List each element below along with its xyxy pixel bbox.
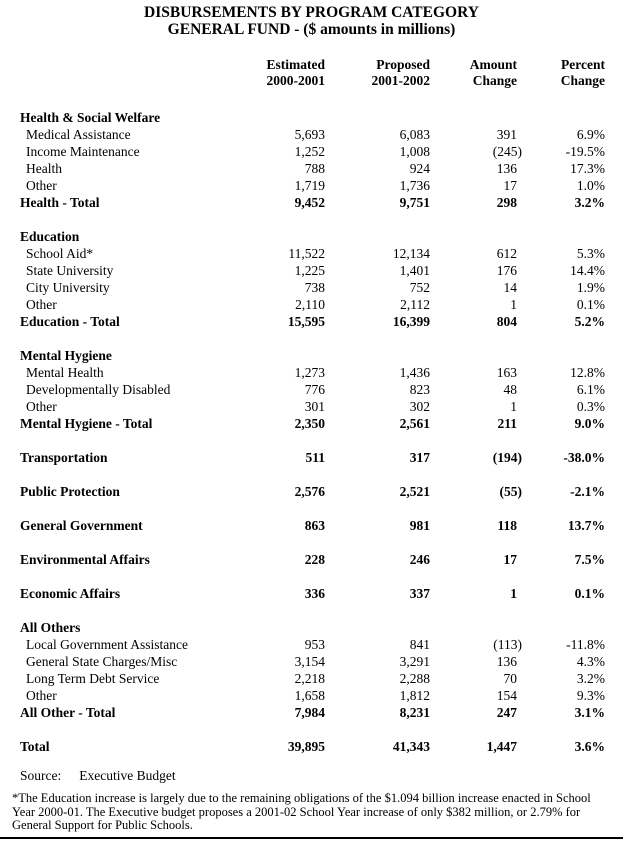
cell-percent-change: 0.1%	[576, 297, 605, 312]
column-header-line: Percent	[561, 57, 605, 72]
column-header-line: 2001-2002	[371, 73, 430, 88]
cell-amount-change: 1	[510, 399, 517, 414]
total-row	[0, 483, 623, 500]
cell-percent-change: -11.8%	[566, 637, 605, 652]
total-row	[0, 449, 623, 466]
spacer-row	[0, 330, 623, 347]
item-row	[0, 262, 623, 279]
cell-estimated: 228	[304, 552, 325, 567]
column-header-percent-change	[517, 57, 605, 89]
cell-percent-change: 3.6%	[574, 739, 605, 754]
column-header-amount-change	[430, 57, 517, 89]
section-row	[0, 347, 623, 364]
cell-proposed: 2,521	[399, 484, 430, 499]
cell-percent-change: -38.0%	[563, 450, 605, 465]
cell-amount-change: 211	[497, 416, 517, 431]
row-label: Public Protection	[20, 484, 120, 499]
table-body	[0, 109, 623, 755]
spacer-row	[0, 721, 623, 738]
cell-percent-change: -2.1%	[570, 484, 605, 499]
row-label: Mental Hygiene	[20, 348, 112, 363]
column-header-line: 2000-2001	[266, 73, 325, 88]
cell-percent-change: 7.5%	[574, 552, 605, 567]
item-row	[0, 126, 623, 143]
cell-amount-change: 17	[503, 552, 517, 567]
cell-percent-change: 14.4%	[570, 263, 605, 278]
source-label: Source:	[20, 768, 62, 783]
row-label: Economic Affairs	[20, 586, 121, 601]
row-label: Other	[26, 399, 57, 414]
item-row	[0, 398, 623, 415]
total-row	[0, 517, 623, 534]
cell-proposed: 1,436	[399, 365, 430, 380]
cell-estimated: 11,522	[288, 246, 325, 261]
cell-estimated: 2,218	[294, 671, 325, 686]
total-row	[0, 313, 623, 330]
cell-amount-change: 70	[503, 671, 517, 686]
row-label: State University	[26, 263, 114, 278]
section-row	[0, 109, 623, 126]
cell-estimated: 1,225	[294, 263, 325, 278]
source-line	[0, 767, 623, 784]
cell-percent-change: 12.8%	[570, 365, 605, 380]
row-label: Developmentally Disabled	[26, 382, 171, 397]
cell-amount-change: 176	[496, 263, 517, 278]
cell-amount-change: (55)	[499, 484, 522, 499]
cell-proposed: 752	[409, 280, 430, 295]
item-row	[0, 279, 623, 296]
cell-percent-change: 0.3%	[576, 399, 605, 414]
cell-estimated: 776	[304, 382, 325, 397]
cell-percent-change: 13.7%	[567, 518, 605, 533]
spacer-row	[0, 534, 623, 551]
cell-proposed: 41,343	[392, 739, 430, 754]
cell-amount-change: 48	[503, 382, 517, 397]
bottom-rule	[0, 837, 623, 839]
column-header-line: Amount	[469, 57, 517, 72]
row-label: Education - Total	[20, 314, 120, 329]
cell-amount-change: 298	[496, 195, 517, 210]
total-row	[0, 551, 623, 568]
item-row	[0, 653, 623, 670]
cell-percent-change: 17.3%	[570, 161, 605, 176]
item-row	[0, 177, 623, 194]
cell-amount-change: 804	[496, 314, 517, 329]
row-label: Health - Total	[20, 195, 100, 210]
row-label: All Other - Total	[20, 705, 116, 720]
spacer-row	[0, 432, 623, 449]
cell-percent-change: 9.3%	[576, 688, 605, 703]
total-row	[0, 415, 623, 432]
cell-estimated: 7,984	[294, 705, 325, 720]
cell-percent-change: 3.1%	[574, 705, 605, 720]
cell-proposed: 3,291	[399, 654, 430, 669]
cell-estimated: 5,693	[294, 127, 325, 142]
column-header-line: Change	[560, 73, 605, 88]
cell-amount-change: 1,447	[486, 739, 517, 754]
cell-estimated: 1,719	[294, 178, 325, 193]
cell-proposed: 16,399	[392, 314, 430, 329]
cell-amount-change: 163	[496, 365, 517, 380]
row-label: Local Government Assistance	[26, 637, 188, 652]
cell-estimated: 9,452	[294, 195, 325, 210]
cell-percent-change: -19.5%	[565, 144, 605, 159]
cell-percent-change: 6.9%	[576, 127, 605, 142]
cell-proposed: 2,561	[399, 416, 430, 431]
row-label: Other	[26, 688, 57, 703]
total-row	[0, 194, 623, 211]
cell-estimated: 2,576	[294, 484, 325, 499]
cell-proposed: 6,083	[399, 127, 430, 142]
cell-estimated: 863	[304, 518, 325, 533]
item-row	[0, 687, 623, 704]
cell-estimated: 2,350	[294, 416, 325, 431]
item-row	[0, 296, 623, 313]
spacer-row	[0, 602, 623, 619]
cell-percent-change: 4.3%	[576, 654, 605, 669]
cell-percent-change: 1.9%	[576, 280, 605, 295]
section-row	[0, 228, 623, 245]
column-headers	[0, 57, 623, 89]
cell-proposed: 823	[409, 382, 430, 397]
cell-proposed: 981	[409, 518, 430, 533]
row-label: Environmental Affairs	[20, 552, 150, 567]
cell-proposed: 1,736	[399, 178, 430, 193]
item-row	[0, 670, 623, 687]
column-header-line: Change	[472, 73, 517, 88]
item-row	[0, 381, 623, 398]
cell-amount-change: (245)	[492, 144, 522, 159]
section-row	[0, 619, 623, 636]
item-row	[0, 160, 623, 177]
row-label: Total	[20, 739, 50, 754]
title-line-2: GENERAL FUND - ($ amounts in millions)	[167, 21, 456, 38]
row-label: All Others	[20, 620, 81, 635]
cell-amount-change: 1	[510, 586, 517, 601]
cell-proposed: 246	[409, 552, 430, 567]
cell-estimated: 953	[304, 637, 325, 652]
total-row	[0, 585, 623, 602]
cell-estimated: 511	[305, 450, 325, 465]
cell-estimated: 788	[304, 161, 325, 176]
cell-amount-change: 391	[496, 127, 517, 142]
footnote: *The Education increase is largely due to the remaining obligations of the $1.094 billion increase enacted in School Year 2000-01. The Executive budget proposes a 2001-02 School Year increase of only $382 million, or 2.79% for General Support for Public Schools.	[12, 791, 591, 832]
row-label: Education	[20, 229, 80, 244]
item-row	[0, 636, 623, 653]
row-label: Health & Social Welfare	[20, 110, 161, 125]
spacer-row	[0, 466, 623, 483]
cell-estimated: 2,110	[295, 297, 325, 312]
cell-amount-change: (113)	[493, 637, 522, 652]
cell-proposed: 924	[409, 161, 430, 176]
cell-proposed: 337	[409, 586, 430, 601]
row-label: Other	[26, 178, 57, 193]
cell-proposed: 2,288	[399, 671, 430, 686]
row-label: Other	[26, 297, 57, 312]
row-label: Income Maintenance	[26, 144, 140, 159]
cell-amount-change: 154	[496, 688, 517, 703]
column-header-estimated	[242, 57, 325, 89]
cell-estimated: 1,252	[294, 144, 325, 159]
total-row	[0, 738, 623, 755]
item-row	[0, 143, 623, 160]
cell-amount-change: 14	[503, 280, 517, 295]
cell-percent-change: 5.2%	[574, 314, 605, 329]
row-label: Transportation	[20, 450, 108, 465]
row-label: General State Charges/Misc	[26, 654, 178, 669]
column-header-line: Proposed	[376, 57, 430, 72]
cell-estimated: 336	[304, 586, 325, 601]
column-header-line: Estimated	[266, 57, 325, 72]
cell-amount-change: 136	[496, 161, 517, 176]
row-label: Mental Health	[26, 365, 104, 380]
source-value: Executive Budget	[79, 768, 176, 783]
cell-amount-change: 612	[496, 246, 517, 261]
cell-amount-change: 247	[496, 705, 517, 720]
item-row	[0, 364, 623, 381]
cell-amount-change: (194)	[492, 450, 522, 465]
cell-proposed: 841	[409, 637, 430, 652]
row-label: Long Term Debt Service	[26, 671, 160, 686]
column-header-spacer	[20, 57, 242, 89]
cell-estimated: 39,895	[287, 739, 325, 754]
cell-proposed: 302	[409, 399, 430, 414]
row-label: Health	[26, 161, 62, 176]
cell-proposed: 12,134	[392, 246, 430, 261]
cell-proposed: 1,008	[399, 144, 430, 159]
cell-amount-change: 118	[497, 518, 517, 533]
cell-proposed: 317	[409, 450, 430, 465]
cell-percent-change: 6.1%	[576, 382, 605, 397]
cell-amount-change: 1	[510, 297, 517, 312]
title-line-1: DISBURSEMENTS BY PROGRAM CATEGORY	[144, 4, 479, 21]
row-label: Mental Hygiene - Total	[20, 416, 153, 431]
row-label: School Aid*	[26, 246, 94, 261]
total-row	[0, 704, 623, 721]
cell-proposed: 8,231	[399, 705, 430, 720]
column-header-proposed	[325, 57, 430, 89]
cell-estimated: 15,595	[287, 314, 325, 329]
cell-estimated: 3,154	[294, 654, 325, 669]
cell-amount-change: 17	[503, 178, 517, 193]
cell-estimated: 1,658	[294, 688, 325, 703]
spacer-row	[0, 211, 623, 228]
cell-percent-change: 5.3%	[576, 246, 605, 261]
cell-proposed: 2,112	[400, 297, 430, 312]
cell-percent-change: 0.1%	[574, 586, 605, 601]
cell-estimated: 301	[304, 399, 325, 414]
cell-percent-change: 1.0%	[576, 178, 605, 193]
page-title	[0, 0, 623, 38]
row-label: Medical Assistance	[26, 127, 131, 142]
cell-proposed: 9,751	[399, 195, 430, 210]
item-row	[0, 245, 623, 262]
cell-percent-change: 9.0%	[574, 416, 605, 431]
cell-estimated: 738	[304, 280, 325, 295]
spacer-row	[0, 500, 623, 517]
cell-percent-change: 3.2%	[576, 671, 605, 686]
row-label: City University	[26, 280, 110, 295]
row-label: General Government	[20, 518, 143, 533]
cell-amount-change: 136	[496, 654, 517, 669]
cell-percent-change: 3.2%	[574, 195, 605, 210]
spacer-row	[0, 568, 623, 585]
cell-proposed: 1,812	[399, 688, 430, 703]
cell-estimated: 1,273	[294, 365, 325, 380]
cell-proposed: 1,401	[399, 263, 430, 278]
